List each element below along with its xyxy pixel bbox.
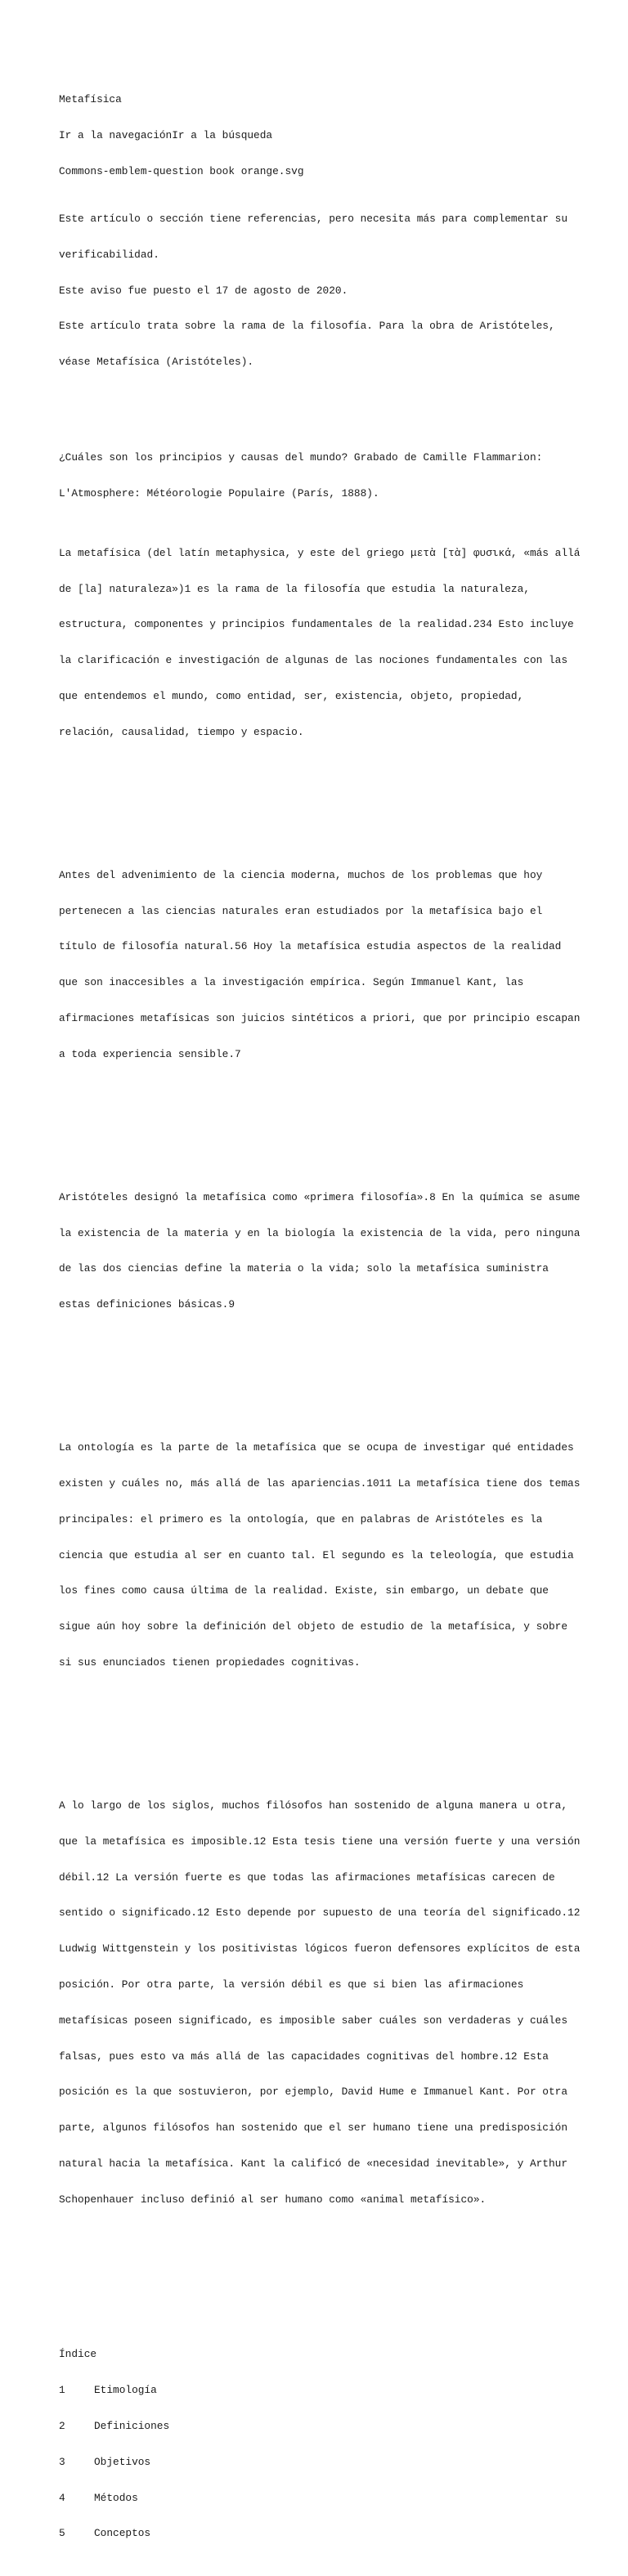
notice-line: Este artículo o sección tiene referencias, pero necesita más para complementar su [59,213,568,226]
paragraph-line: posición. Por otra parte, la versión débil es que si bien las afirmaciones [59,1978,524,1991]
paragraph-aristotle [59,1168,582,1335]
paragraph-line: Ludwig Wittgenstein y los positivistas lógicos fueron defensores explícitos de esta [59,1942,581,1956]
paragraph-line: principales: el primero es la ontología, que en palabras de Aristóteles es la [59,1512,543,1525]
toc-item-number: 3 [59,2455,65,2468]
spacer [59,798,582,810]
toc-item-label[interactable]: Etimología [94,2384,157,2397]
toc-item-label[interactable]: Objetivos [94,2455,151,2468]
paragraph-line: sentido o significado.12 Esto depende por supuesto de una teoría del significado.12 [59,1906,581,1920]
toc-item[interactable] [59,2457,582,2469]
paragraph-line: afirmaciones metafísicas son juicios sintéticos a priori, que por principio escapan [59,1011,581,1024]
paragraph-line: título de filosofía natural.56 Hoy la metafísica estudia aspectos de la realidad [59,940,562,953]
figure-caption-line: L'Atmosphere: Météorologie Populaire (París, 1888). [59,486,379,500]
paragraph-line: La metafísica (del latín metaphysica, y este del griego μετὰ [τὰ] φυσικά, «más allá [59,546,581,559]
paragraph-line: a toda experiencia sensible.7 [59,1047,241,1060]
paragraph-line: metafísicas poseen significado, es imposible saber cuáles son verdaderas y cuáles [59,2014,568,2027]
notice-line: Este aviso fue puesto el 17 de agosto de 2020. [59,284,348,297]
paragraph-line: débil.12 La versión fuerte es que todas las afirmaciones metafísicas carecen de [59,1870,555,1884]
toc-title: Índice [59,2348,97,2361]
paragraph-line: Aristóteles designó la metafísica como «primera filosofía».8 En la química se asume [59,1190,581,1203]
toc-item[interactable] [59,2528,582,2540]
paragraph-line: pertenecen a las ciencias naturales eran estudiados por la metafísica bajo el [59,904,543,917]
toc-item-number: 2 [59,2419,65,2432]
paragraph-line: los fines como causa última de la realidad. Existe, sin embargo, un debate que [59,1584,549,1597]
disambiguation-line: Este artículo trata sobre la rama de la filosofía. Para la obra de Aristóteles, [59,320,555,333]
paragraph-line: que la metafísica es imposible.12 Esta tesis tiene una versión fuerte y una versión [59,1835,581,1848]
paragraph-line: estructura, componentes y principios fundamentales de la realidad.234 Esto incluye [59,618,574,631]
paragraph-line: de [la] naturaleza»)1 es la rama de la filosofía que estudia la naturaleza, [59,582,530,595]
image-caption: Commons-emblem-question book orange.svg [59,164,304,177]
paragraph-line: si sus enunciados tienen propiedades cognitivas. [59,1655,361,1669]
toc-item-number: 1 [59,2384,65,2397]
toc-item-label[interactable]: Conceptos [94,2527,151,2540]
toc-item[interactable] [59,2421,582,2433]
paragraph-line: de las dos ciencias define la materia o la vida; solo la metafísica suministra [59,1262,549,1275]
skip-links[interactable]: Ir a la navegaciónIr a la búsqueda [59,128,273,141]
paragraph-line: que son inaccesibles a la investigación empírica. Según Immanuel Kant, las [59,976,524,989]
toc-item[interactable] [59,2385,582,2397]
toc-item-label[interactable]: Métodos [94,2491,138,2504]
paragraph-line: falsas, pues esto va más allá de las capacidades cognitivas del hombre.12 Esta [59,2050,549,2063]
paragraph-line: la clarificación e investigación de algunas de las nociones fundamentales con las [59,654,568,667]
toc-item[interactable] [59,2493,582,2505]
document-page [59,70,582,2576]
paragraph-line: parte, algunos filósofos han sostenido que el ser humano tiene una predisposición [59,2121,568,2135]
spacer [59,1729,582,1741]
paragraph-line: posición es la que sostuvieron, por ejemplo, David Hume e Immanuel Kant. Por otra [59,2085,568,2099]
paragraph-line: natural hacia la metafísica. Kant la calificó de «necesidad inevitable», y Arthur [59,2157,568,2170]
spacer [59,1120,582,1132]
paragraph-line: estas definiciones básicas.9 [59,1298,236,1311]
notice-line: verificabilidad. [59,248,159,261]
toc-item-number: 4 [59,2491,65,2504]
paragraph-science [59,846,582,1085]
toc-item-number: 5 [59,2527,65,2540]
spacer [59,2265,582,2289]
paragraph-line: A lo largo de los siglos, muchos filósofos han sostenido de alguna manera u otra, [59,1799,568,1812]
disambiguation-line: véase Metafísica (Aristóteles). [59,356,254,369]
intro-paragraph [59,524,582,763]
paragraph-line: ciencia que estudia al ser en cuanto tal. El segundo es la teleología, que estudia [59,1548,574,1561]
paragraph-line: sigue aún hoy sobre la definición del objeto de estudio de la metafísica, y sobre [59,1620,568,1633]
article-title: Metafísica [59,93,122,106]
table-of-contents [59,2325,582,2564]
figure-caption-line: ¿Cuáles son los principios y causas del mundo? Grabado de Camille Flammarion: [59,451,543,464]
spacer [59,405,582,417]
paragraph-line: que entendemos el mundo, como entidad, ser, existencia, objeto, propiedad, [59,689,524,702]
paragraph-line: Schopenhauer incluso definió al ser humano como «animal metafísico». [59,2193,487,2206]
spacer [59,1371,582,1383]
paragraph-line: existen y cuáles no, más allá de las apariencias.1011 La metafísica tiene dos temas [59,1477,581,1490]
paragraph-ontology [59,1418,582,1693]
paragraph-impossibility [59,1776,582,2230]
paragraph-line: Antes del advenimiento de la ciencia moderna, muchos de los problemas que hoy [59,868,543,881]
paragraph-line: La ontología es la parte de la metafísica que se ocupa de investigar qué entidades [59,1441,574,1454]
toc-item-label[interactable]: Definiciones [94,2419,170,2432]
paragraph-line: relación, causalidad, tiempo y espacio. [59,725,304,738]
paragraph-line: la existencia de la materia y en la biología la existencia de la vida, pero ninguna [59,1226,581,1239]
